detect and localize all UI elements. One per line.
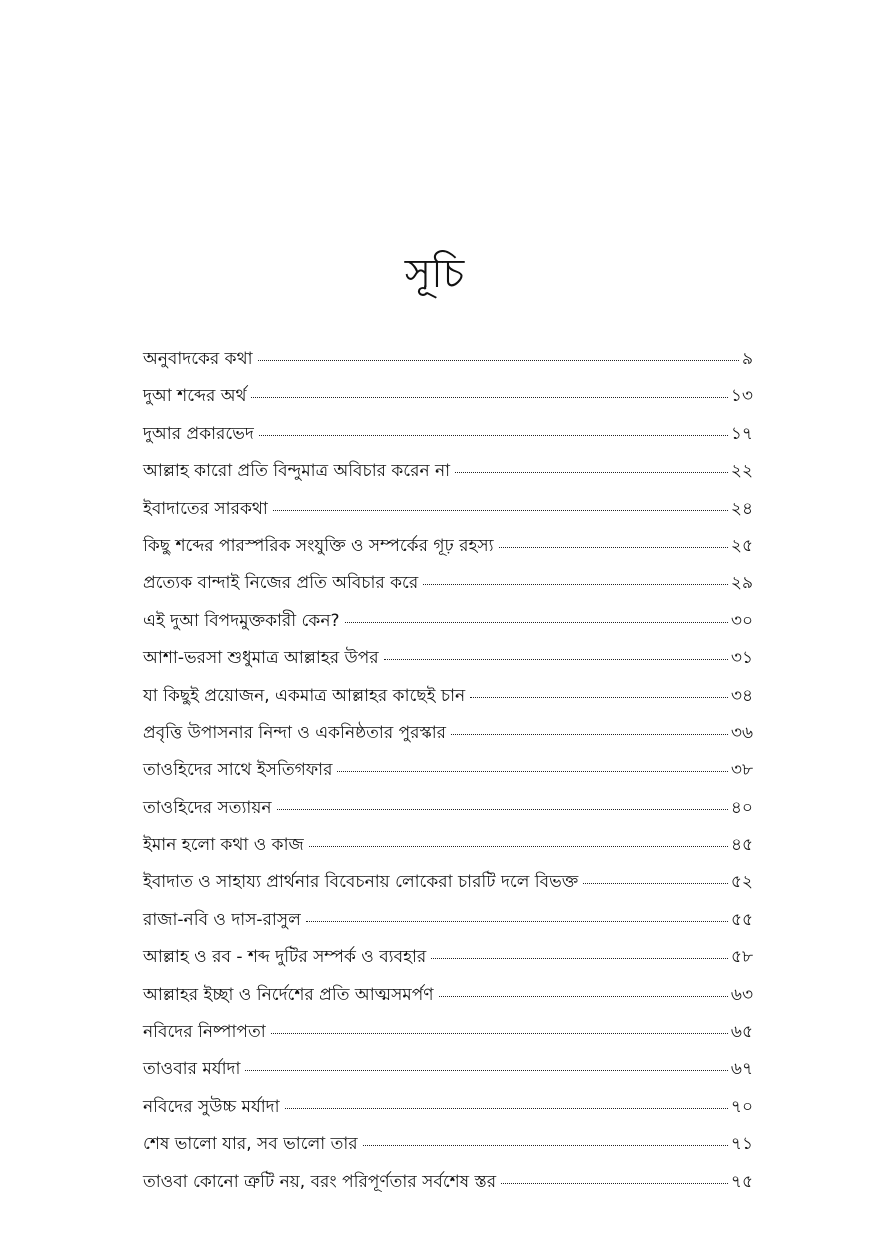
- toc-entry-page-number: ৩৬: [730, 722, 753, 743]
- toc-entry-page-number: ৩০: [730, 610, 753, 631]
- dot-leader: [273, 510, 728, 511]
- toc-entry: [143, 869, 753, 906]
- toc-entry-page-number: ২৪: [730, 498, 753, 519]
- dot-leader: [455, 472, 728, 473]
- dot-leader: [423, 584, 728, 585]
- toc-entry: [143, 421, 753, 458]
- toc-entry-title: যা কিছুই প্রয়োজন, একমাত্র আল্লাহর কাছেই চান: [143, 685, 466, 706]
- toc-entry-page-number: ২২: [730, 461, 753, 482]
- toc-entry: [143, 645, 753, 682]
- toc-entry: [143, 1019, 753, 1056]
- dot-leader: [363, 1145, 728, 1146]
- dot-leader: [384, 659, 728, 660]
- dot-leader: [306, 921, 728, 922]
- toc-entry-page-number: ৪০: [730, 797, 753, 818]
- toc-entry-title: রাজা-নবি ও দাস-রাসুল: [143, 909, 301, 930]
- toc-entry-page-number: ৭০: [730, 1096, 753, 1117]
- dot-leader: [501, 1183, 728, 1184]
- toc-entry-page-number: ৬৭: [730, 1059, 753, 1080]
- toc-entry: [143, 570, 753, 607]
- toc-entry-title: ইবাদাত ও সাহায্য প্রার্থনার বিবেচনায় লোকেরা চারটি দলে বিভক্ত: [143, 872, 579, 893]
- toc-entry-title: তাওবার মর্যাদা: [143, 1059, 241, 1080]
- dot-leader: [431, 958, 728, 959]
- toc-entry: [143, 907, 753, 944]
- toc-entry-title: আল্লাহর ইচ্ছা ও নির্দেশের প্রতি আত্মসমর্পণ: [143, 984, 434, 1005]
- toc-entry-page-number: ৬৩: [730, 984, 753, 1005]
- toc-entry-title: এই দুআ বিপদমুক্তকারী কেন?: [143, 610, 340, 631]
- toc-entry-title: দুআ শব্দের অর্থ: [143, 386, 247, 407]
- toc-entry-page-number: ৬৫: [730, 1022, 753, 1043]
- toc-entry: [143, 458, 753, 495]
- dot-leader: [583, 883, 728, 884]
- toc-entry-title: আল্লাহ ও রব - শব্দ দুটির সম্পর্ক ও ব্যবহার: [143, 947, 427, 968]
- dot-leader: [337, 771, 727, 772]
- toc-entry-page-number: ২৫: [730, 535, 753, 556]
- toc-entry: [143, 832, 753, 869]
- dot-leader: [309, 846, 728, 847]
- dot-leader: [439, 996, 728, 997]
- toc-entry-page-number: ২৯: [730, 573, 753, 594]
- toc-entry-title: তাওবা কোনো ত্রুটি নয়, বরং পরিপূর্ণতার সর্বশেষ স্তর: [143, 1171, 497, 1192]
- dot-leader: [470, 697, 728, 698]
- toc-entry: [143, 944, 753, 981]
- toc-entry: [143, 346, 753, 383]
- dot-leader: [277, 809, 728, 810]
- toc-entry-page-number: ৫২: [730, 872, 753, 893]
- toc-entry-title: দুআর প্রকারভেদ: [143, 423, 254, 444]
- dot-leader: [285, 1108, 728, 1109]
- toc-entry: [143, 683, 753, 720]
- toc-entry-page-number: ৯: [741, 349, 753, 369]
- toc-entry-page-number: ১৩: [730, 386, 753, 407]
- page-title: সূচি: [404, 251, 465, 297]
- toc-entry: [143, 795, 753, 832]
- dot-leader: [245, 1070, 728, 1071]
- toc-entry-page-number: ৭১: [730, 1134, 753, 1155]
- toc-entry-title: প্রত্যেক বান্দাই নিজের প্রতি অবিচার করে: [143, 573, 419, 594]
- toc-entry-page-number: ৩৪: [730, 685, 753, 706]
- toc-entry-title: আল্লাহ কারো প্রতি বিন্দুমাত্র অবিচার করেন না: [143, 461, 451, 482]
- dot-leader: [271, 1033, 728, 1034]
- toc-entry-page-number: ৫৫: [730, 909, 753, 930]
- toc-entry: [143, 383, 753, 420]
- dot-leader: [499, 547, 728, 548]
- dot-leader: [258, 360, 739, 361]
- toc-entry-page-number: ৫৮: [730, 947, 753, 968]
- toc-entry-title: শেষ ভালো যার, সব ভালো তার: [143, 1134, 358, 1155]
- toc-entry-title: কিছু শব্দের পারস্পরিক সংযুক্তি ও সম্পর্কের গূঢ় রহস্য: [143, 535, 494, 556]
- toc-entry-title: তাওহিদের সাথে ইসতিগফার: [143, 760, 333, 781]
- toc-entry-page-number: ১৭: [730, 423, 753, 444]
- table-of-contents: [143, 346, 753, 1206]
- toc-entry-page-number: ৩১: [730, 648, 753, 669]
- dot-leader: [345, 622, 728, 623]
- toc-entry-title: তাওহিদের সত্যায়ন: [143, 797, 272, 818]
- toc-entry-title: প্রবৃত্তি উপাসনার নিন্দা ও একনিষ্ঠতার পুরস্কার: [143, 722, 447, 743]
- toc-entry: [143, 1094, 753, 1131]
- toc-entry-title: নবিদের সুউচ্চ মর্যাদা: [143, 1096, 280, 1117]
- toc-entry-page-number: ৪৫: [730, 835, 753, 856]
- toc-entry: [143, 496, 753, 533]
- toc-entry-title: নবিদের নিষ্পাপতা: [143, 1022, 266, 1043]
- toc-entry: [143, 1131, 753, 1168]
- toc-entry-title: আশা-ভরসা শুধুমাত্র আল্লাহর উপর: [143, 648, 379, 669]
- toc-entry: [143, 982, 753, 1019]
- toc-entry: [143, 608, 753, 645]
- toc-entry-title: অনুবাদকের কথা: [143, 349, 253, 369]
- toc-entry-title: ইবাদাতের সারকথা: [143, 498, 268, 519]
- toc-entry-page-number: ৩৮: [730, 760, 753, 781]
- dot-leader: [451, 734, 728, 735]
- dot-leader: [259, 435, 728, 436]
- toc-entry: [143, 533, 753, 570]
- toc-entry-title: ইমান হলো কথা ও কাজ: [143, 835, 304, 856]
- toc-entry: [143, 757, 753, 794]
- toc-entry: [143, 1056, 753, 1093]
- toc-entry-page-number: ৭৫: [730, 1171, 753, 1192]
- toc-entry: [143, 1169, 753, 1206]
- dot-leader: [251, 397, 727, 398]
- toc-entry: [143, 720, 753, 757]
